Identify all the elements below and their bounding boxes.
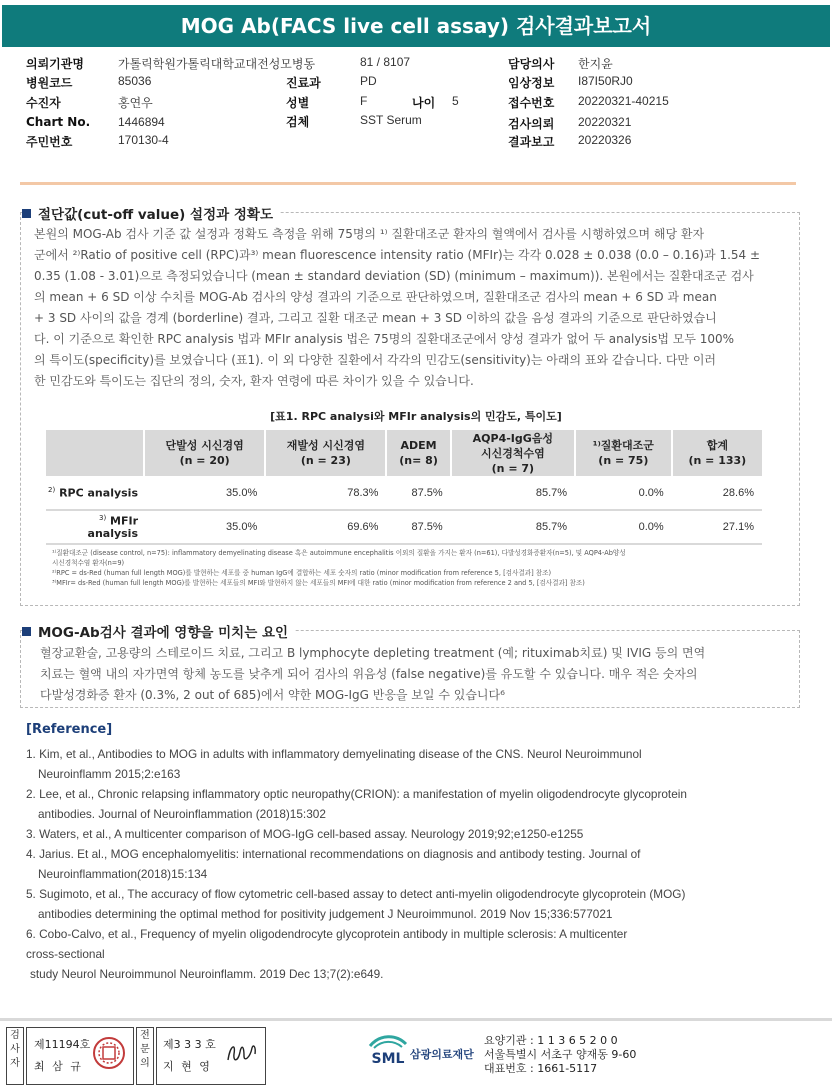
hospital-code-value: 85036	[118, 74, 152, 88]
reference-line: 3. Waters, et al., A multicenter comparison of MOG-IgG cell-based assay. Neurology 2019;92;e1250-e1255	[26, 827, 584, 841]
section-divider	[20, 182, 796, 185]
table-cell: 85.7%	[451, 510, 575, 544]
patient-value: 홍연우	[118, 96, 153, 110]
specimen-value: SST Serum	[360, 113, 422, 127]
inspector-vertical-label: 검 사 자	[6, 1027, 24, 1085]
doctor-label: 담당의사	[508, 57, 555, 71]
footnote-line: 시신경척수염 환자(n=9)	[52, 559, 125, 567]
institution-label: 의뢰기관명	[26, 57, 84, 71]
paragraph-line: 치료는 혈액 내의 자가면역 항체 농도를 낮추게 되어 검사의 위음성 (false negative)를 유도할 수 있습니다. 매우 적은 숫자의	[40, 667, 698, 681]
age-label: 나이	[412, 96, 436, 110]
reference-line: 2. Lee, et al., Chronic relapsing inflammatory optic neuropathy(CRION): a manifestation of myelin oligodendrocyte glycoprotein	[26, 787, 687, 801]
reference-line: antibodies determining the optimal method for positivity judgement J Neuroimmunol. 2019 Nov 15;336:577021	[38, 907, 613, 921]
table-corner	[46, 430, 144, 476]
paragraph-line: 군에서 ²⁾Ratio of positive cell (RPC)과³⁾ mean fluorescence intensity ratio (MFIr)는 각각 0.028 ± 0.038 (0.0 – 0.16)과 1.54 ±	[34, 248, 761, 262]
lab-logo-icon	[366, 1032, 410, 1068]
resident-label: 주민번호	[26, 135, 73, 149]
paragraph-line: 의 mean + 6 SD 이상 수치를 MOG-Ab 검사의 양성 결과의 기준으로 판단하였으며, 질환대조군 검사의 mean + 6 SD 과 mean	[34, 290, 717, 304]
inspector-name: 최 삼 규	[34, 1060, 83, 1073]
heading-square-icon	[22, 209, 31, 218]
reference-line: study Neurol Neuroimmunol Neuroinflamm. 2019 Dec 13;7(2):e649.	[30, 967, 384, 981]
lab-code: 요양기관 : 1 1 3 6 5 2 0 0	[484, 1034, 618, 1047]
heading-square-icon	[22, 627, 31, 636]
signature-icon	[222, 1036, 262, 1070]
chart-value: 1446894	[118, 115, 165, 129]
age-value: 5	[452, 94, 459, 108]
specialist-name: 지 현 영	[163, 1060, 212, 1073]
table-row	[46, 510, 762, 544]
inspector-license: 제11194호	[34, 1038, 91, 1051]
reference-line: antibodies. Journal of Neuroinflammation (2018)15:302	[38, 807, 326, 821]
clinical-value: I87I50RJ0	[578, 74, 633, 88]
table-cell: 27.1%	[672, 510, 762, 544]
table-cell: 87.5%	[386, 510, 450, 544]
footer-divider	[0, 1018, 832, 1021]
footnote-line: ¹⁾질환대조군 (disease control, n=75): inflammatory demyelinating disease 혹은 autoimmune encephalitis 이외의 질환을 가지는 환자 (n=61), 다발성경화증환자(n=5), 및 AQP4-Ab양성	[52, 549, 626, 557]
lab-name: 삼광의료재단	[410, 1048, 474, 1061]
factors-section-heading: MOG-Ab검사 결과에 영향을 미치는 요인	[22, 621, 294, 641]
cutoff-section-heading: 절단값(cut-off value) 설정과 정확도	[22, 203, 279, 223]
reference-line: 1. Kim, et al., Antibodies to MOG in adults with inflammatory demyelinating disease of the CNS. Neurol Neuroimmunol	[26, 747, 642, 761]
reference-line: cross-sectional	[26, 947, 105, 961]
table-header: 단발성 시신경염 (n = 20)	[144, 430, 265, 476]
reference-line: 6. Cobo-Calvo, et al., Frequency of myelin oligodendrocyte glycoprotein antibody in multiple sclerosis: A multicenter	[26, 927, 628, 941]
paragraph-line: 한 민감도와 특이도는 집단의 정의, 숫자, 환자 연령에 따른 차이가 있을 수 있습니다.	[34, 374, 474, 388]
table-header: 합계 (n = 133)	[672, 430, 762, 476]
lab-logo-text: SML	[371, 1051, 405, 1067]
reference-title: [Reference]	[26, 722, 113, 737]
institution-value: 가톨릭학원가톨릭대학교대전성모병동	[118, 57, 316, 71]
institution-code: 81 / 8107	[360, 55, 411, 69]
footnote-line: ²⁾RPC = ds-Red (human full length MOG)를 발현하는 세포를 중 human IgG에 결합하는 세포 숫자의 ratio (minor modification from reference 5, [검사결과] 참조)	[52, 569, 552, 577]
reference-list	[26, 744, 806, 984]
paragraph-line: + 3 SD 사이의 값을 경계 (borderline) 결과, 그리고 질환 대조군 mean + 3 SD 이하의 값을 음성 결과의 기준으로 판단하였습니	[34, 311, 717, 325]
factors-paragraph	[40, 643, 780, 706]
receipt-value: 20220321-40215	[578, 94, 669, 108]
report-title: MOG Ab(FACS live cell assay) 검사결과보고서	[2, 5, 830, 47]
lab-info	[484, 1034, 636, 1076]
table-cell: 78.3%	[265, 476, 386, 510]
receipt-label: 접수번호	[508, 96, 555, 110]
reference-line: Neuroinflamm 2015;2:e163	[38, 767, 181, 781]
table-cell: 0.0%	[575, 510, 672, 544]
table-header: AQP4-IgG음성 시신경척수염 (n = 7)	[451, 430, 575, 476]
table-cell: 28.6%	[672, 476, 762, 510]
specialist-license: 제3 3 3 호	[163, 1038, 216, 1051]
table-header: ¹⁾질환대조군 (n = 75)	[575, 430, 672, 476]
row-label: $^{3)}$ MFIr analysis	[46, 510, 144, 544]
hospital-code-label: 병원코드	[26, 76, 73, 90]
table-header: ADEM (n= 8)	[386, 430, 450, 476]
paragraph-line: 혈장교환술, 고용량의 스테로이드 치료, 그리고 B lymphocyte depleting treatment (예; rituximab치료) 및 IVIG 등의 면역	[40, 646, 706, 660]
request-value: 20220321	[578, 115, 632, 129]
paragraph-line: 본원의 MOG-Ab 검사 기준 값 설정과 정확도 측정을 위해 75명의 ¹⁾ 질환대조군 환자의 혈액에서 검사를 시행하였으며 해당 환자	[34, 227, 705, 241]
doctor-value: 한지윤	[578, 57, 613, 71]
table-cell: 87.5%	[386, 476, 450, 510]
table-cell: 85.7%	[451, 476, 575, 510]
seal-stamp-icon	[92, 1036, 126, 1070]
lab-phone: 대표번호 : 1661-5117	[484, 1062, 598, 1075]
sex-value: F	[360, 94, 368, 108]
clinical-label: 임상정보	[508, 76, 555, 90]
department-label: 진료과	[286, 76, 321, 90]
table-cell: 35.0%	[144, 510, 265, 544]
report-value: 20220326	[578, 133, 632, 147]
paragraph-line: 의 특이도(specificity)를 보였습니다 (표1). 이 외 다양한 질환에서 각각의 민감도(sensitivity)는 아래의 표와 같습니다. 다만 이러	[34, 353, 717, 367]
chart-label: Chart No.	[26, 115, 91, 129]
reference-line: 5. Sugimoto, et al., The accuracy of flow cytometric cell-based assay to detect anti-myelin oligodendrocyte glycoprotein (MOG)	[26, 887, 686, 901]
patient-label: 수진자	[26, 96, 61, 110]
sex-label: 성별	[286, 96, 310, 110]
request-label: 검사의뢰	[508, 117, 555, 131]
table-footnotes	[52, 548, 772, 588]
table-cell: 69.6%	[265, 510, 386, 544]
table-caption: [표1. RPC analysi와 MFIr analysis의 민감도, 특이도]	[270, 410, 562, 423]
reference-line: Neuroinflammation(2018)15:134	[38, 867, 208, 881]
resident-value: 170130-4	[118, 133, 169, 147]
specimen-label: 검체	[286, 115, 310, 129]
table-cell: 0.0%	[575, 476, 672, 510]
paragraph-line: 0.35 (1.08 - 3.01)으로 측정되었습니다 (mean ± standard deviation (SD) (minimum – maximum)). 본원에서는 질환대조군 검사	[34, 269, 754, 283]
paragraph-line: 다발성경화증 환자 (0.3%, 2 out of 685)에서 약한 MOG-IgG 반응을 보일 수 있습니다⁶	[40, 688, 505, 702]
department-value: PD	[360, 74, 377, 88]
footnote-line: ³⁾MFIr= ds-Red (human full length MOG)를 발현하는 세포들의 MFI와 발현하지 않는 세포들의 MFI에 대한 ratio (minor modification from reference 2 and 5, [검사결과] 참조)	[52, 579, 585, 587]
reference-line: 4. Jarius. Et al., MOG encephalomyelitis: international recommendations on diagnosis and antibody testing. Journal of	[26, 847, 641, 861]
sensitivity-table	[46, 430, 762, 545]
table-cell: 35.0%	[144, 476, 265, 510]
report-label: 결과보고	[508, 135, 555, 149]
lab-address: 서울특별시 서초구 양재동 9-60	[484, 1048, 637, 1061]
row-label: $^{2)}$ RPC analysis	[46, 476, 144, 510]
table-header: 재발성 시신경염 (n = 23)	[265, 430, 386, 476]
specialist-vertical-label: 전 문 의	[136, 1027, 154, 1085]
table-row	[46, 476, 762, 510]
paragraph-line: 다. 이 기준으로 확인한 RPC analysis 법과 MFIr analysis 법은 75명의 질환대조군에서 양성 결과가 없어 두 analysis법 모두 100%	[34, 332, 735, 346]
cutoff-paragraph	[34, 224, 779, 392]
